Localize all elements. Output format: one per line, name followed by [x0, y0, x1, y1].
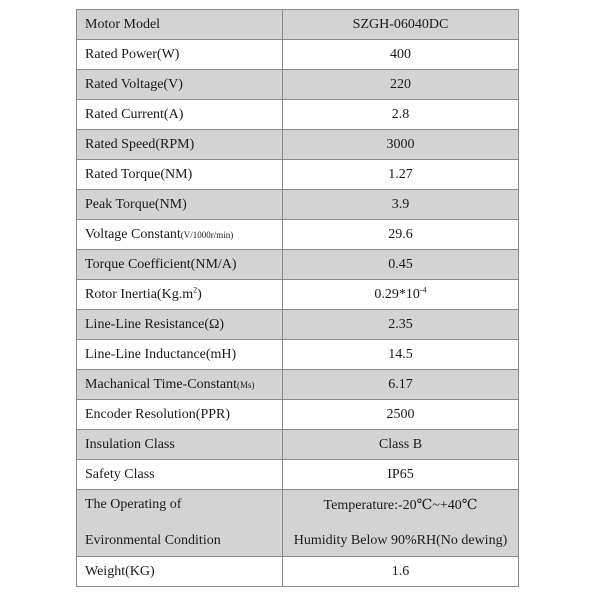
spec-value: 3000	[283, 130, 519, 160]
spec-row-weight	[77, 557, 519, 587]
spec-value: 0.45	[283, 250, 519, 280]
spec-value-temperature: Temperature:-20℃~+40℃	[323, 498, 478, 513]
spec-value: 3.9	[283, 190, 519, 220]
spec-row-safety-class	[77, 460, 519, 490]
spec-value: SZGH-06040DC	[283, 10, 519, 40]
spec-label-line: Evironmental Condition	[85, 533, 221, 548]
spec-value: Class B	[283, 430, 519, 460]
spec-label-cell	[77, 220, 283, 250]
spec-row-environment	[77, 490, 519, 557]
spec-row-motor-model	[77, 10, 519, 40]
spec-label-line: The Operating of	[85, 497, 182, 512]
spec-label-unit: (Ms)	[237, 379, 255, 390]
spec-label: Line-Line Inductance(mH)	[77, 340, 283, 370]
spec-value-humidity: Humidity Below 90%RH(No dewing)	[293, 533, 508, 548]
spec-label: Line-Line Resistance(Ω)	[77, 310, 283, 340]
spec-label-cell	[77, 490, 283, 557]
spec-label: Rated Power(W)	[77, 40, 283, 70]
spec-label: Rated Voltage(V)	[77, 70, 283, 100]
spec-label: Peak Torque(NM)	[77, 190, 283, 220]
spec-value: 14.5	[283, 340, 519, 370]
spec-label: Rated Current(A)	[77, 100, 283, 130]
spec-value: 400	[283, 40, 519, 70]
spec-row-inductance	[77, 340, 519, 370]
spec-row-torque-coefficient	[77, 250, 519, 280]
spec-label-unit: (V/1000r/min)	[180, 229, 234, 240]
spec-label: Insulation Class	[77, 430, 283, 460]
spec-label-cell	[77, 370, 283, 400]
spec-value-exponent: -4	[419, 284, 427, 294]
spec-row-peak-torque	[77, 190, 519, 220]
spec-row-insulation-class	[77, 430, 519, 460]
motor-spec-table	[76, 9, 519, 587]
spec-row-rated-torque	[77, 160, 519, 190]
spec-value: 1.27	[283, 160, 519, 190]
spec-label: Torque Coefficient(NM/A)	[77, 250, 283, 280]
spec-label: Rotor Inertia(Kg.m	[85, 286, 194, 302]
spec-value: 29.6	[283, 220, 519, 250]
spec-label: Rated Speed(RPM)	[77, 130, 283, 160]
spec-label: Encoder Resolution(PPR)	[77, 400, 283, 430]
spec-value-cell	[283, 490, 519, 557]
spec-row-time-constant	[77, 370, 519, 400]
spec-value: 1.6	[283, 557, 519, 587]
spec-value: 0.29*10	[374, 286, 420, 302]
spec-value: 2500	[283, 400, 519, 430]
spec-value: 6.17	[283, 370, 519, 400]
spec-value: 220	[283, 70, 519, 100]
spec-row-resistance	[77, 310, 519, 340]
spec-value: 2.8	[283, 100, 519, 130]
spec-row-rated-voltage	[77, 70, 519, 100]
spec-row-voltage-constant	[77, 220, 519, 250]
spec-row-encoder-resolution	[77, 400, 519, 430]
spec-value: 2.35	[283, 310, 519, 340]
spec-label-superscript: 2	[193, 284, 198, 294]
spec-label-close: )	[197, 286, 202, 302]
spec-row-rated-power	[77, 40, 519, 70]
spec-label: Safety Class	[77, 460, 283, 490]
spec-label: Voltage Constant	[85, 226, 181, 242]
spec-value: IP65	[283, 460, 519, 490]
spec-row-rotor-inertia	[77, 280, 519, 310]
spec-label: Machanical Time-Constant	[85, 376, 238, 392]
spec-row-rated-speed	[77, 130, 519, 160]
spec-label-cell	[77, 280, 283, 310]
spec-value-cell	[283, 280, 519, 310]
spec-label: Rated Torque(NM)	[77, 160, 283, 190]
spec-label: Motor Model	[77, 10, 283, 40]
spec-label: Weight(KG)	[77, 557, 283, 587]
spec-row-rated-current	[77, 100, 519, 130]
